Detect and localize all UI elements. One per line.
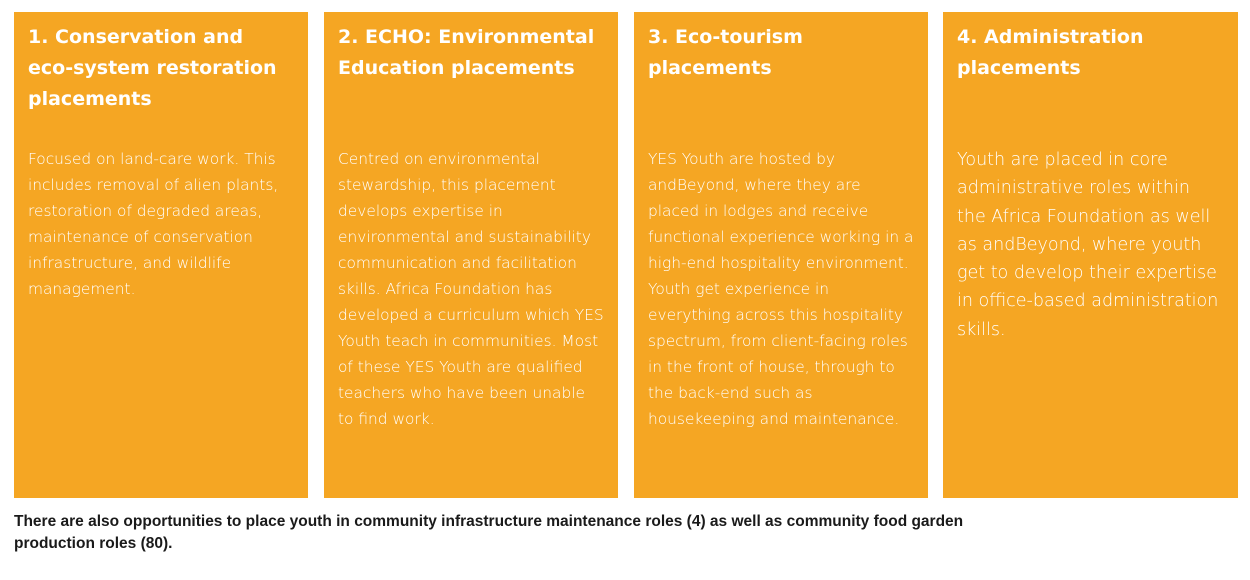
card-body: YES Youth are hosted by andBeyond, where they are placed in lodges and receive functional experience working in a high-end hospitality environment. Youth get experience in everything across this hospitality spectrum, from client-facing roles in the front of house, through to the back-end such as housekeeping and maintenance.: [648, 150, 914, 428]
card-conservation: [14, 12, 308, 498]
card-body: Youth are placed in core administrative roles within the Africa Foundation as well as andBeyond, where youth get to develop their expertise in office-based administration skills.: [957, 150, 1219, 340]
card-administration: [943, 12, 1238, 498]
card-title: 1. Conservation and eco-system restoration placements: [28, 26, 277, 110]
card-body: Focused on land-care work. This includes removal of alien plants, restoration of degraded areas, maintenance of conservation infrastructure, and wildlife management.: [28, 150, 279, 298]
card-echo: [324, 12, 618, 498]
footnote: There are also opportunities to place youth in community infrastructure maintenance roles (4) as well as community food garden production roles (80).: [14, 513, 964, 552]
card-body: Centred on environmental stewardship, this placement develops expertise in environmental and sustainability communication and facilitation skills. Africa Foundation has developed a curriculum which YES Youth teach in communities. Most of these YES Youth are qualified teachers who have been unable to find work.: [338, 150, 604, 428]
card-eco-tourism: [634, 12, 928, 498]
card-title: 3. Eco-tourism placements: [648, 26, 803, 79]
card-title: 2. ECHO: Environmental Education placements: [338, 26, 595, 79]
placement-cards: [14, 12, 1238, 498]
card-title: 4. Administration placements: [957, 26, 1144, 79]
